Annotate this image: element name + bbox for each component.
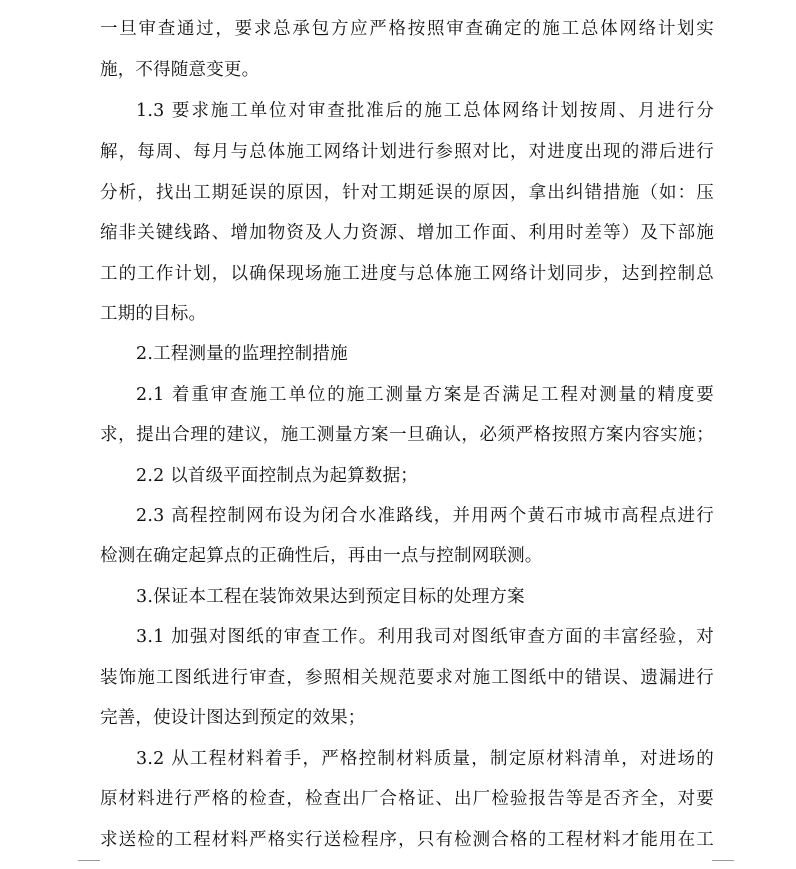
section-heading: 3.保证本工程在装饰效果达到预定目标的处理方案: [136, 587, 525, 607]
text-line: 2.1 着重审查施工单位的施工测量方案是否满足工程对测量的精度要: [136, 385, 714, 405]
text-line: 3.1 加强对图纸的审查工作。利用我司对图纸审查方面的丰富经验，对: [136, 627, 714, 647]
text-line: 原材料进行严格的检查，检查出厂合格证、出厂检验报告等是否齐全，对要: [100, 789, 714, 809]
text-line: 施，不得随意变更。: [100, 60, 260, 80]
text-line: 检测在确定起算点的正确性后，再由一点与控制网联测。: [100, 546, 543, 566]
text-line: 分析，找出工期延误的原因，针对工期延误的原因，拿出纠错措施（如：压: [100, 183, 714, 203]
text-line: 一旦审查通过，要求总承包方应严格按照审查确定的施工总体网络计划实: [100, 19, 714, 39]
text-line: 缩非关键线路、增加物资及人力资源、增加工作面、利用时差等）及下部施: [100, 223, 714, 243]
text-line: 求，提出合理的建议，施工测量方案一旦确认，必须严格按照方案内容实施；: [100, 425, 714, 445]
text-line: 解，每周、每月与总体施工网络计划进行参照对比，对进度出现的滞后进行: [100, 142, 714, 162]
text-line: 1.3 要求施工单位对审查批准后的施工总体网络计划按周、月进行分: [136, 101, 714, 121]
text-line: 3.2 从工程材料着手，严格控制材料质量，制定原材料清单，对进场的: [136, 749, 714, 769]
section-heading: 2.工程测量的监理控制措施: [136, 344, 348, 364]
text-line: 求送检的工程材料严格实行送检程序，只有检测合格的工程材料才能用在工: [100, 830, 714, 850]
text-line: 2.2 以首级平面控制点为起算数据；: [136, 466, 418, 486]
text-line: 完善，使设计图达到预定的效果；: [100, 708, 366, 728]
text-line: 工期的目标。: [100, 304, 207, 324]
text-line: 2.3 高程控制网布设为闭合水准路线，并用两个黄石市城市高程点进行: [136, 506, 714, 526]
text-line: 工的工作计划，以确保现场施工进度与总体施工网络计划同步，达到控制总: [100, 264, 714, 284]
text-line: 装饰施工图纸进行审查，参照相关规范要求对施工图纸中的错误、遗漏进行: [100, 668, 714, 688]
